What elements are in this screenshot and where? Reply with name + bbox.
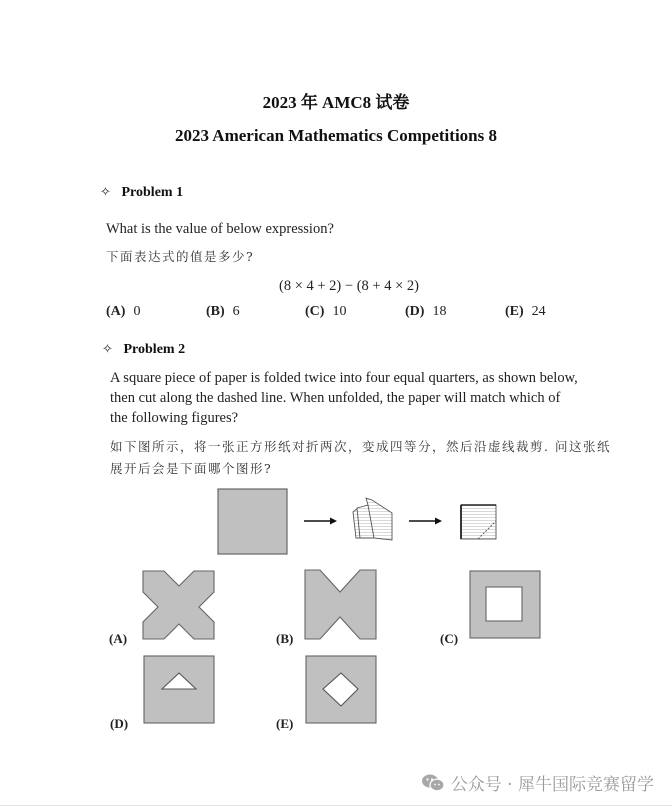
wechat-icon: [421, 773, 445, 793]
choice-value: 0: [133, 304, 141, 319]
question-line: then cut along the dashed line. When unfolded, the paper will match which of: [110, 390, 561, 406]
problem-1-heading-text: Problem 1: [121, 185, 184, 200]
question-line: 展开后会是下面哪个图形?: [110, 461, 273, 476]
unfolded-square: [218, 489, 287, 554]
problem-1-question-en: What is the value of below expression?: [106, 221, 334, 237]
figure-label-e: (E): [276, 716, 294, 731]
choice-value: 18: [432, 304, 447, 319]
figure-label-a: (A): [109, 631, 128, 646]
figure-label-c: (C): [440, 631, 459, 646]
question-line: the following figures?: [110, 410, 239, 426]
choice-label: (C): [305, 304, 325, 319]
problem-1-expression: (8 × 4 + 2) − (8 + 4 × 2): [279, 278, 419, 294]
diamond-bullet-icon: ✧: [100, 184, 111, 199]
problem-2-heading-text: Problem 2: [123, 342, 186, 357]
choice-label: (A): [106, 304, 126, 319]
choice-label: (D): [405, 304, 425, 319]
choice-label: (B): [206, 304, 225, 319]
figure-b-bowtie-shape: [305, 570, 376, 639]
watermark-text: 公众号 · 犀牛国际竞赛留学: [450, 775, 654, 795]
figure-a-x-shape: [143, 571, 214, 639]
watermark: [421, 770, 654, 795]
choice-value: 10: [332, 304, 347, 319]
problem-1-question-cn: 下面表达式的值是多少?: [106, 249, 255, 264]
divider: [0, 805, 672, 806]
question-line: A square piece of paper is folded twice into four equal quarters, as shown below,: [110, 370, 578, 386]
choice-value: 24: [531, 304, 546, 319]
arrow-icon: [409, 518, 442, 525]
arrow-icon: [304, 518, 337, 525]
figure-c-square-hole: [470, 571, 540, 638]
choice-label: (E): [505, 304, 524, 319]
figure-label-b: (B): [276, 631, 294, 646]
folded-paper: [353, 498, 392, 540]
diamond-bullet-icon: ✧: [102, 341, 113, 356]
question-line: 如下图所示，将一张正方形纸对折两次，变成四等分，然后沿虚线裁剪. 问这张纸: [110, 439, 611, 454]
figure-label-d: (D): [110, 716, 129, 731]
document-title-cn: 2023 年 AMC8 试卷: [262, 93, 410, 112]
choice-value: 6: [232, 304, 240, 319]
document-title-en: 2023 American Mathematics Competitions 8: [174, 126, 497, 145]
figure-e-diamond-hole: [306, 656, 376, 723]
folded-quarter-with-cut: [461, 505, 496, 539]
figure-d-triangle-hole: [144, 656, 214, 723]
